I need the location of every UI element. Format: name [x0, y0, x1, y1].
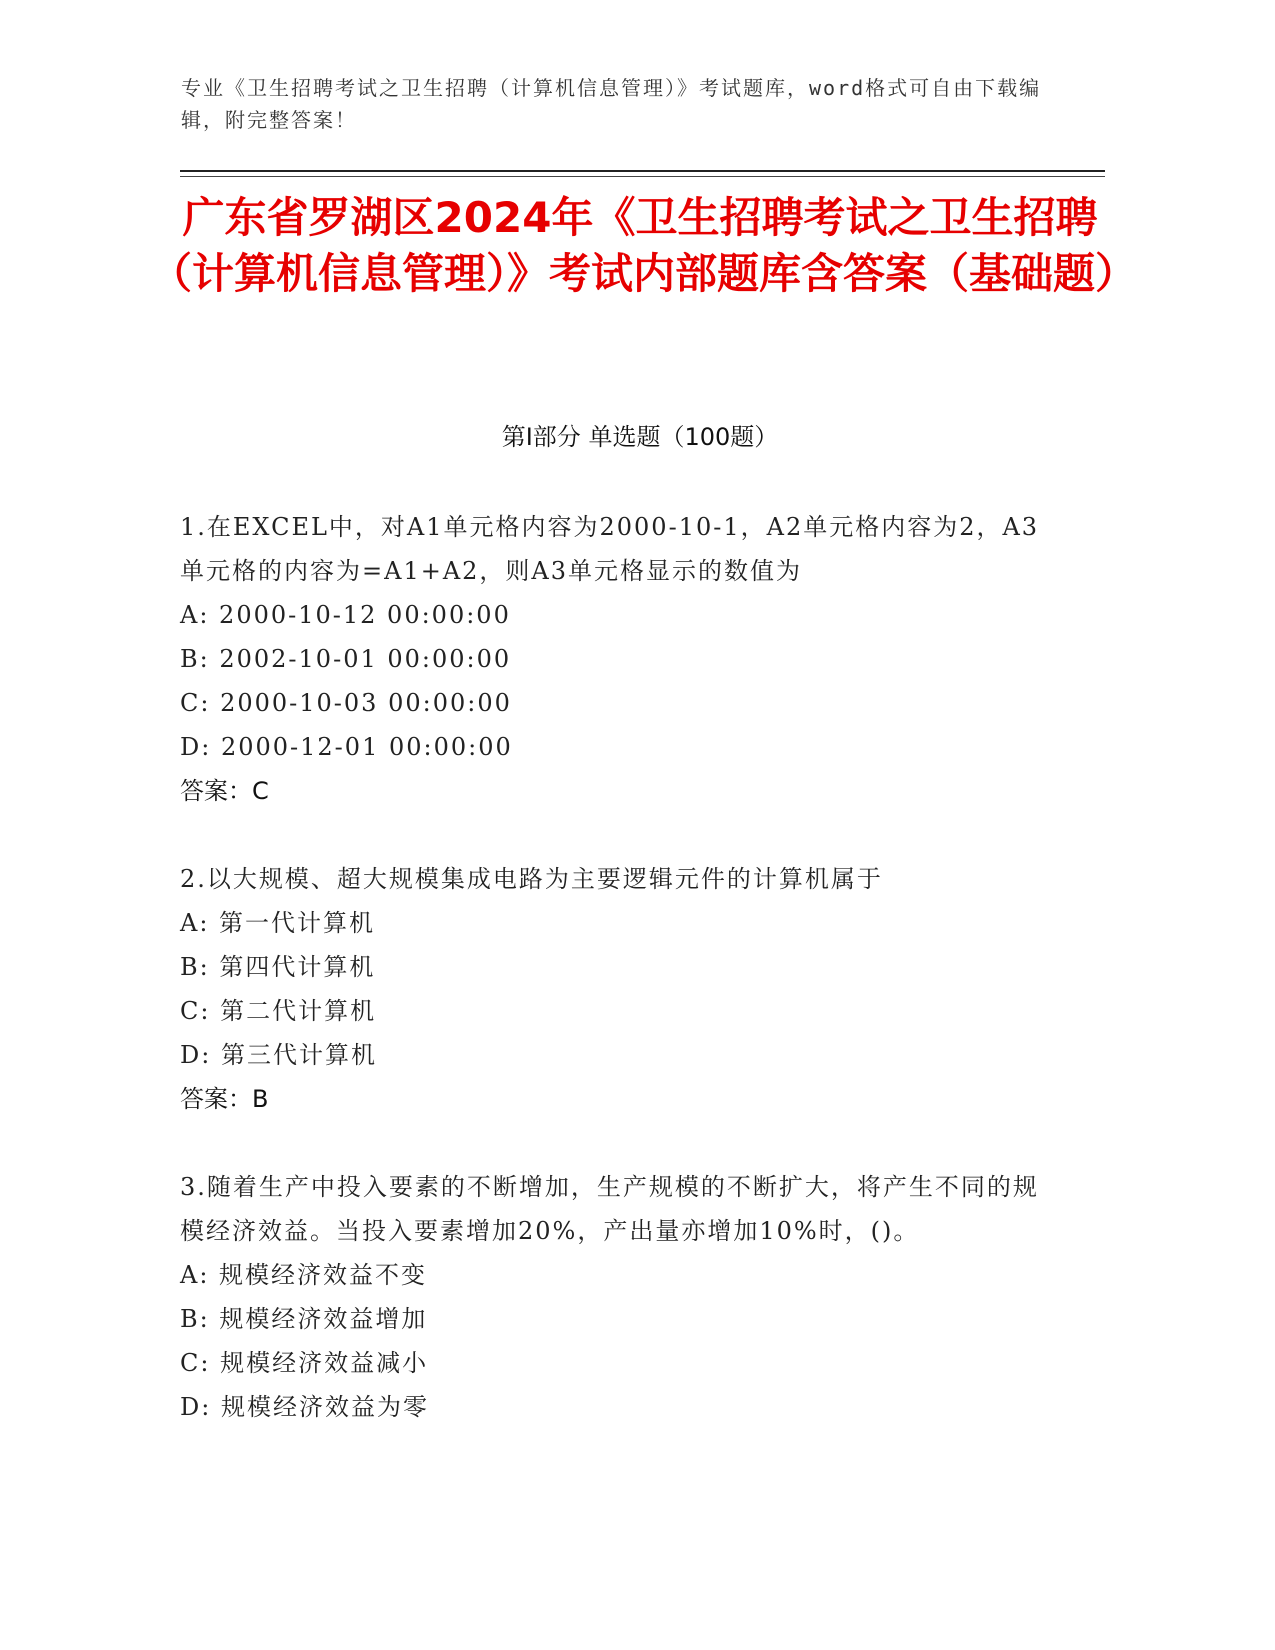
question-option-b: B: 2002-10-01 00:00:00 — [180, 645, 512, 673]
question-stem: 3.随着生产中投入要素的不断增加，生产规模的不断扩大，将产生不同的规模经济效益。当投入要素增加20%，产出量亦增加10%时，()。 — [180, 1173, 1039, 1245]
question-option-d: D: 第三代计算机 — [180, 1041, 377, 1069]
question-stem: 1.在EXCEL中，对A1单元格内容为2000-10-1，A2单元格内容为2，A3单元格的内容为=A1+A2，则A3单元格显示的数值为 — [180, 513, 1040, 585]
question-2 — [180, 857, 1050, 1121]
question-option-c: C: 2000-10-03 00:00:00 — [180, 689, 512, 717]
question-answer: 答案：C — [180, 777, 269, 805]
question-option-b: B: 第四代计算机 — [180, 953, 376, 981]
question-option-c: C: 第二代计算机 — [180, 997, 377, 1025]
header-divider-thin — [180, 176, 1105, 177]
question-option-c: C: 规模经济效益减小 — [180, 1349, 429, 1377]
question-option-b: B: 规模经济效益增加 — [180, 1305, 428, 1333]
question-option-d: D: 2000-12-01 00:00:00 — [180, 733, 513, 761]
document-title: 广东省罗湖区2024年《卫生招聘考试之卫生招聘（计算机信息管理）》考试内部题库含答案（基础题） — [150, 193, 1138, 298]
header-divider-thick — [180, 170, 1105, 172]
document-intro: 专业《卫生招聘考试之卫生招聘（计算机信息管理）》考试题库，word格式可自由下载编辑，附完整答案！ — [181, 76, 1042, 132]
question-stem: 2.以大规模、超大规模集成电路为主要逻辑元件的计算机属于 — [180, 865, 883, 893]
question-option-a: A: 2000-10-12 00:00:00 — [180, 601, 511, 629]
section-title: 第I部分 单选题（100题） — [501, 423, 779, 451]
question-option-a: A: 第一代计算机 — [180, 909, 376, 937]
question-3 — [180, 1165, 1050, 1429]
question-option-a: A: 规模经济效益不变 — [180, 1261, 428, 1289]
question-list — [180, 505, 1050, 1473]
question-1 — [180, 505, 1050, 813]
question-answer: 答案：B — [180, 1085, 269, 1113]
question-option-d: D: 规模经济效益为零 — [180, 1393, 429, 1421]
